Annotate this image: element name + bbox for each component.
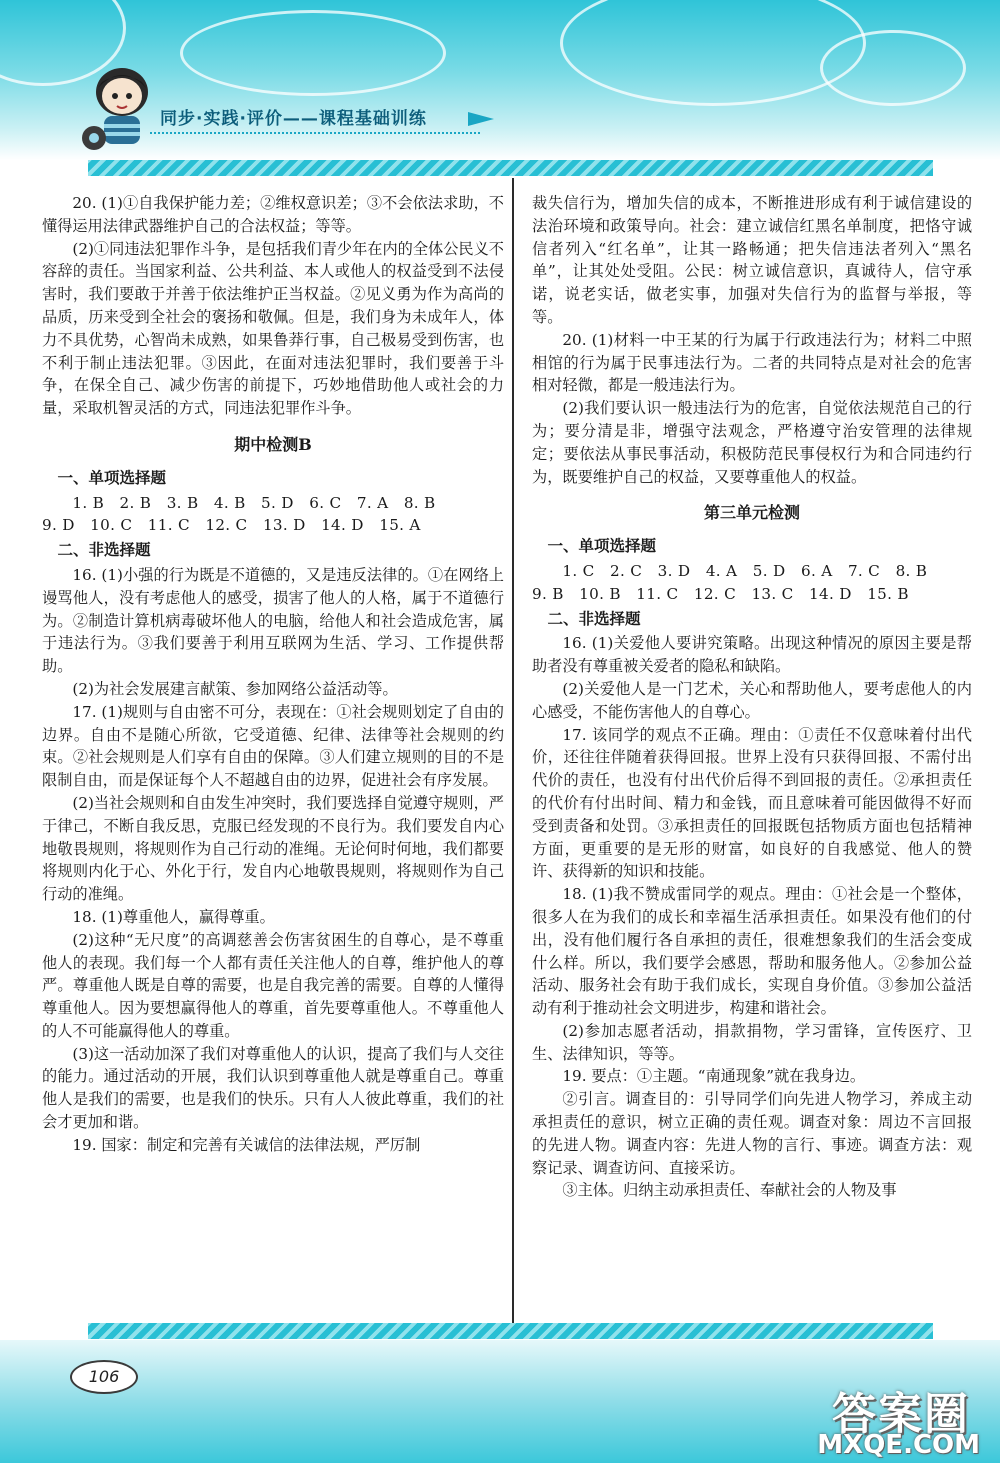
answer-paragraph: 17. (1)规则与自由密不可分，表现在：①社会规则划定了自由的边界。自由不是随心所欲，它受道德、纪律、法律等社会规则的约束。②社会规则是人们享有自由的保障。③人们建立规则的目的不是限制自由，而是保证每个人不超越自由的边界，促进社会有序发展。	[42, 702, 504, 790]
answer-paragraph: ③主体。归纳主动承担责任、奉献社会的人物及事	[562, 1181, 897, 1200]
answer-paragraph: 19. 要点：①主题。“南通现象”就在我身边。	[562, 1067, 866, 1086]
subsection-heading: 一、单项选择题	[547, 537, 657, 556]
answer-paragraph: 20. (1)①自我保护能力差；②维权意识差；③不会依法求助，不懂得运用法律武器维护自己的合法权益；等等。	[42, 194, 504, 235]
answer-paragraph: (2)参加志愿者活动，捐款捐物，学习雷锋，宣传医疗、卫生、法律知识，等等。	[532, 1021, 972, 1063]
left-column	[42, 192, 504, 1157]
bottom-decorative-band	[88, 1323, 933, 1339]
page-number: 106	[70, 1360, 138, 1394]
answer-paragraph: (2)①同违法犯罪作斗争，是包括我们青少年在内的全体公民义不容辞的责任。当国家利益、公共利益、本人或他人的权益受到不法侵害时，我们要敢于并善于依法维护正当权益。②见义勇为作为高尚的品质，历来受到全社会的褒扬和敬佩。但是，我们身为未成年人，体力不具优势，心智尚未成熟，如果鲁莽行事，自己极易受到伤害，也不利于制止违法犯罪。③因此，在面对违法犯罪时，我们要善于斗争，在保全自己、减少伤害的前提下，巧妙地借助他人或社会的力量，采取机智灵活的方式，同违法犯罪作斗争。	[42, 239, 504, 418]
subsection-heading: 二、非选择题	[57, 541, 151, 560]
title-underline	[150, 132, 480, 134]
watermark-url: MXQE.COM	[817, 1430, 980, 1460]
arrow-icon	[468, 112, 494, 126]
answer-row: 9. D 10. C 11. C 12. C 13. D 14. D 15. A	[42, 516, 421, 535]
decorative-swirl	[180, 10, 446, 96]
series-title: 同步·实践·评价——课程基础训练	[160, 109, 427, 129]
answer-paragraph: (2)为社会发展建言献策、参加网络公益活动等。	[72, 679, 398, 698]
watermark-logo: 答案圈	[832, 1389, 970, 1440]
answer-paragraph: (3)这一活动加深了我们对尊重他人的认识，提高了我们与人交往的能力。通过活动的开展，我们认识到尊重他人就是尊重自己。尊重他人是我们的需要，也是我们的快乐。只有人人彼此尊重，我们的社会才更加和谐。	[42, 1044, 504, 1132]
answer-paragraph: 裁失信行为，增加失信的成本，不断推进形成有利于诚信建设的法治环境和政策导向。社会：建立诚信红黑名单制度，把恪守诚信者列入“红名单”，让其一路畅通；把失信违法者列入“黑名单”，让其处处受阻。公民：树立诚信意识，真诚待人，信守承诺，说老实话，做老实事，加强对失信行为的监督与举报，等等。	[532, 194, 972, 326]
subsection-heading: 二、非选择题	[547, 609, 641, 628]
section-title: 期中检测B	[234, 434, 312, 454]
top-decorative-band	[88, 160, 933, 176]
decorative-swirl	[820, 30, 966, 106]
answer-paragraph: (2)我们要认识一般违法行为的危害，自觉依法规范自己的行为；要分清是非，增强守法观念，严格遵守治安管理的法律规定；要依法从事民事活动，积极防范民事侵权行为和合同违约行为，既要维护自己的权益，又要尊重他人的权益。	[532, 399, 972, 486]
right-column	[532, 192, 972, 1202]
answer-paragraph: (2)这种“无尺度”的高调慈善会伤害贫困生的自尊心，是不尊重他人的表现。我们每一个人都有责任关注他人的自尊，维护他人的尊严。尊重他人既是自尊的需要，也是自我完善的需要。自尊的人懂得尊重他人。因为要想赢得他人的尊重，首先要尊重他人。不尊重他人的人不可能赢得他人的尊重。	[42, 930, 504, 1040]
answer-paragraph: 19. 国家：制定和完善有关诚信的法律法规，严厉制	[72, 1135, 421, 1154]
answer-paragraph: 18. (1)我不赞成雷同学的观点。理由：①社会是一个整体，很多人在为我们的成长和幸福生活承担责任。如果没有他们的付出，没有他们履行各自承担的责任，很难想象我们的生活会变成什么样。所以，我们要学会感恩，帮助和服务他人。②参加公益活动、服务社会有助于我们成长，实现自身价值。③参加公益活动有利于推动社会文明进步，构建和谐社会。	[532, 885, 972, 1018]
answer-row: 1. B 2. B 3. B 4. B 5. D 6. C 7. A 8. B	[72, 493, 436, 512]
answer-paragraph: 17. 该同学的观点不正确。理由：①责任不仅意味着付出代价，还往往伴随着获得回报。世界上没有只获得回报、不需付出代价的责任，也没有付出代价后得不到回报的责任。②承担责任的代价有付出时间、精力和金钱，而且意味着可能因做得不好而受到责备和处罚。③承担责任的回报既包括物质方面也包括精神方面，更重要的是无形的财富，如良好的自我感觉、他人的赞许、获得新的知识和技能。	[532, 725, 972, 881]
answer-paragraph: (2)当社会规则和自由发生冲突时，我们要选择自觉遵守规则，严于律己，不断自我反思，克服已经发现的不良行为。我们要发自内心地敬畏规则，将规则作为自己行动的准绳。无论何时何地，我们都要将规则内化于心、外化于行，发自内心地敬畏规则，将规则作为自己行动的准绳。	[42, 793, 504, 904]
decorative-swirl	[560, 0, 866, 106]
subsection-heading: 一、单项选择题	[57, 468, 167, 487]
answer-paragraph: 16. (1)关爱他人要讲究策略。出现这种情况的原因主要是帮助者没有尊重被关爱者的隐私和缺陷。	[532, 634, 972, 676]
answer-paragraph: 16. (1)小强的行为既是不道德的，又是违反法律的。①在网络上谩骂他人，没有考虑他人的感受，损害了他人的人格，属于不道德行为。②制造计算机病毒破坏他人的电脑，给他人和社会造成危害，属于违法行为。③我们要善于利用互联网为生活、学习、工作提供帮助。	[42, 565, 504, 676]
answer-paragraph: 20. (1)材料一中王某的行为属于行政违法行为；材料二中照相馆的行为属于民事违法行为。二者的共同特点是对社会的危害相对轻微，都是一般违法行为。	[532, 330, 972, 395]
mascot-boy-icon	[82, 58, 162, 158]
answer-row: 9. B 10. B 11. C 12. C 13. C 14. D 15. B	[532, 584, 909, 603]
section-title: 第三单元检测	[703, 503, 800, 523]
watermark	[770, 1378, 1000, 1463]
answer-paragraph: ②引言。调查目的：引导同学们向先进人物学习，养成主动承担责任的意识，树立正确的责任观。调查对象：周边不言回报的先进人物。调查内容：先进人物的言行、事迹。调查方法：观察记录、调查访问、直接采访。	[532, 1090, 972, 1177]
answer-paragraph: 18. (1)尊重他人，赢得尊重。	[72, 907, 275, 926]
answer-paragraph: (2)关爱他人是一门艺术，关心和帮助他人，要考虑他人的内心感受，不能伤害他人的自尊心。	[532, 679, 972, 721]
column-divider	[512, 178, 514, 1323]
answer-row: 1. C 2. C 3. D 4. A 5. D 6. A 7. C 8. B	[562, 561, 928, 580]
